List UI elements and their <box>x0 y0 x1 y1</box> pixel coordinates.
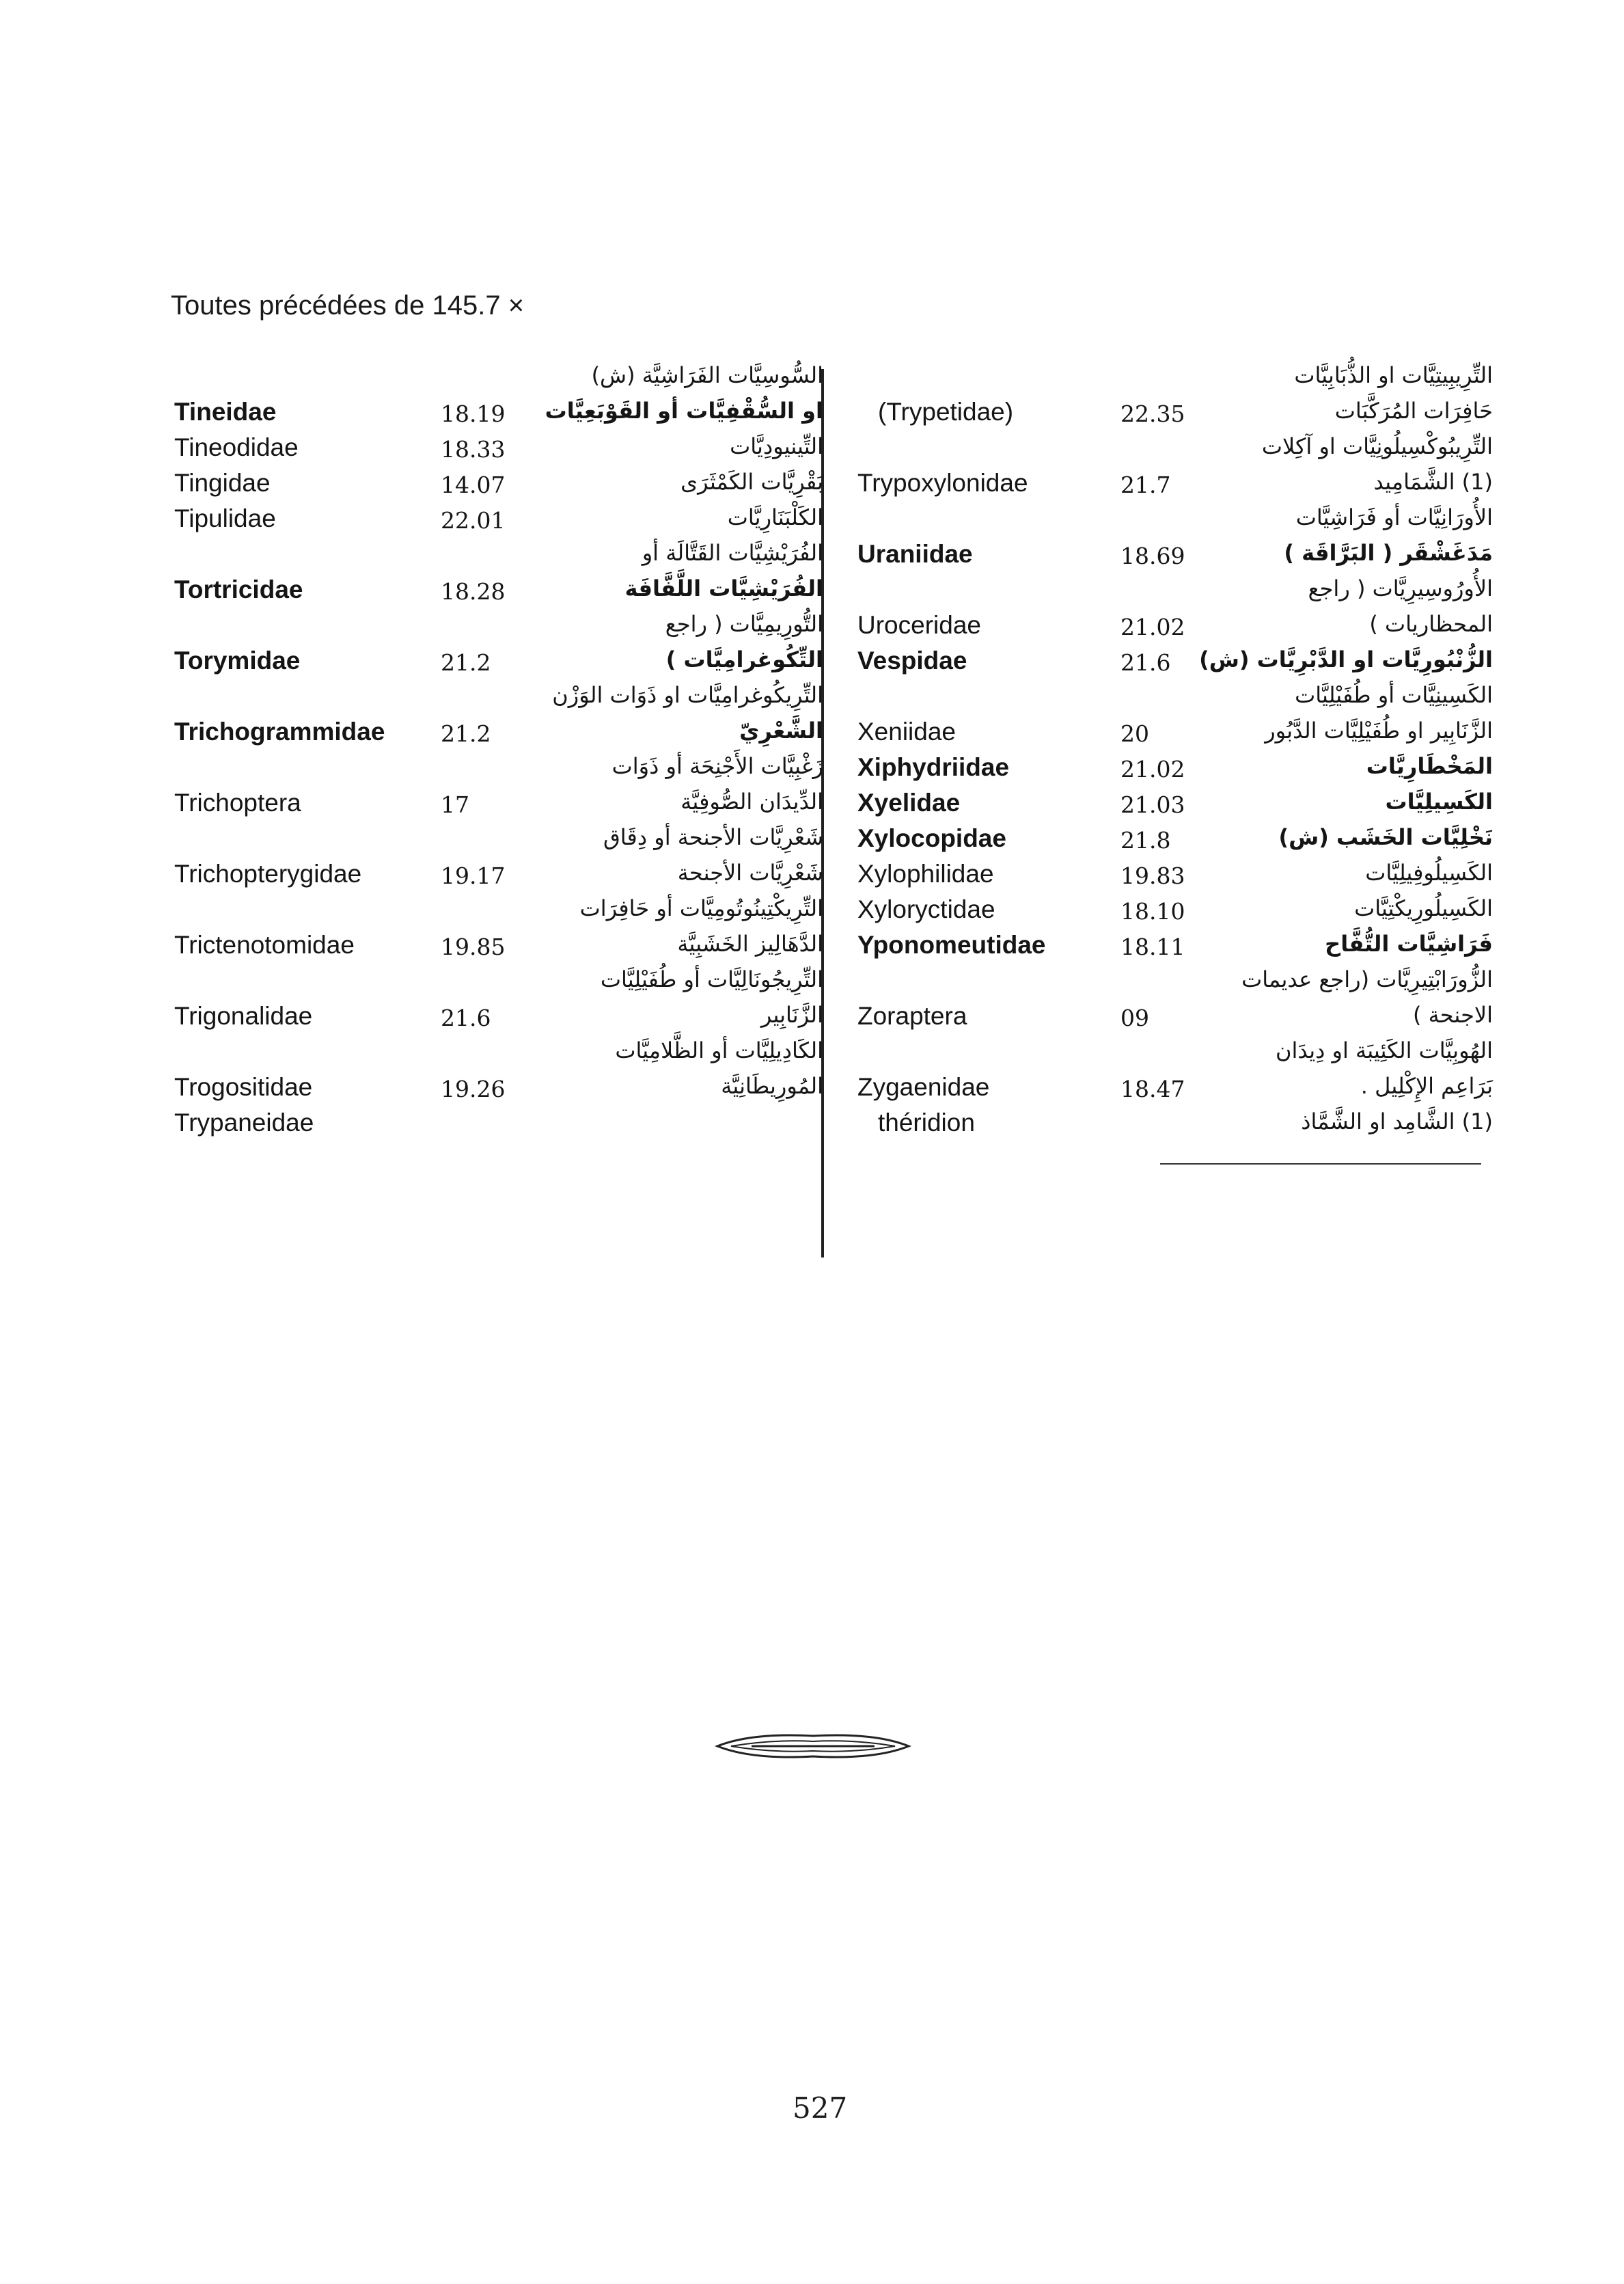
entry-row <box>174 1037 823 1073</box>
entry-row <box>857 753 1493 789</box>
entry-row <box>857 682 1493 718</box>
arabic-term: الدَّهَالِيز الخَشَبِيَّة <box>677 931 823 957</box>
arabic-term: الهُوبِيَّات الكَئِيبَة او دِيدَان <box>1276 1037 1493 1063</box>
arabic-term: الشَّعْرِيّ <box>739 718 823 744</box>
latin-name: Trichoptera <box>174 789 301 817</box>
arabic-term: الأُورَانِيَّات أو فَرَاشِيَّات <box>1295 504 1493 530</box>
entry-row <box>174 647 823 682</box>
entry-row <box>174 433 823 469</box>
latin-name: Trypaneidae <box>174 1109 314 1137</box>
entry-row <box>174 718 823 753</box>
arabic-term: او السُّقْفِيَّات أو القَوْبَعِيَّات <box>545 398 823 424</box>
entry-row <box>174 682 823 718</box>
arabic-term: الزَّنَابِير او طُفَيْلِيَّات الدَّبُور <box>1265 718 1493 744</box>
latin-name: Vespidae <box>857 647 967 675</box>
left-column <box>174 362 823 1144</box>
entry-row <box>174 504 823 540</box>
latin-name: Trichogrammidae <box>174 718 385 746</box>
latin-name: Xyloryctidae <box>857 895 995 923</box>
latin-name: Trogositidae <box>174 1073 313 1101</box>
footnote-rule <box>1160 1163 1481 1165</box>
entry-row <box>174 398 823 433</box>
arabic-term: التِّرِيكْتِينُوتُومِيَّات أو حَافِرَات <box>579 895 823 921</box>
latin-name: Zygaenidae <box>857 1073 990 1101</box>
page-header: Toutes précédées de 145.7 × <box>171 290 525 321</box>
latin-name: Xiphydriidae <box>857 753 1010 781</box>
arabic-term: المحظاريات ) <box>1369 611 1493 637</box>
entry-row <box>174 362 823 398</box>
entry-row <box>857 824 1493 860</box>
latin-name: Tipulidae <box>174 504 276 532</box>
arabic-term: الزُّورَابْتِيرِيَّات (راجع عديمات <box>1241 966 1493 992</box>
entry-row <box>857 1109 1493 1144</box>
latin-name: Tineidae <box>174 398 277 426</box>
entry-row <box>857 895 1493 931</box>
arabic-term: التِّرِيبُوكْسِيلُونِيَّات او آكِلات <box>1261 433 1493 459</box>
entry-row <box>857 575 1493 611</box>
latin-name: Yponomeutidae <box>857 931 1046 959</box>
class-number: 19.83 <box>1120 862 1185 889</box>
entry-row <box>174 469 823 504</box>
entry-row <box>174 540 823 575</box>
arabic-term: المُورِيطَانِيَّة <box>721 1073 823 1099</box>
arabic-term: الكَسِيلُورِيكْتِيَّات <box>1354 895 1493 921</box>
latin-name: Trictenotomidae <box>174 931 355 959</box>
arabic-term: التِّرِيكُوغرامِيَّات او ذَوَات الوَزْن <box>552 682 823 708</box>
arabic-term: السُّوسِيَّات الفَرَاشِيَّة (ش) <box>591 362 823 388</box>
entry-row <box>174 1002 823 1037</box>
class-number: 18.19 <box>441 400 506 427</box>
entry-row <box>857 362 1493 398</box>
entry-row <box>174 611 823 647</box>
latin-name: Xeniidae <box>857 718 956 746</box>
class-number: 19.17 <box>441 862 506 889</box>
arabic-term: بَرَاعِم الإِكْلِيل . <box>1360 1073 1493 1099</box>
latin-name: Uroceridae <box>857 611 981 639</box>
class-number: 21.02 <box>1120 614 1185 640</box>
latin-name: Trypoxylonidae <box>857 469 1028 497</box>
entry-row <box>174 966 823 1002</box>
arabic-term: الفُرَيْشِيَّات اللَّفَّافَة <box>624 575 823 601</box>
arabic-term: الكَسِينِيَّات أو طُفَيْلِيَّات <box>1295 682 1493 708</box>
entry-row <box>174 895 823 931</box>
class-number: 21.02 <box>1120 756 1185 783</box>
class-number: 09 <box>1120 1005 1149 1031</box>
latin-name: (Trypetidae) <box>878 398 1014 426</box>
entry-row <box>857 1002 1493 1037</box>
class-number: 17 <box>441 791 469 818</box>
class-number: 18.33 <box>441 436 506 463</box>
latin-name: théridion <box>878 1109 975 1137</box>
latin-name: Zoraptera <box>857 1002 967 1030</box>
class-number: 18.28 <box>441 578 506 605</box>
ornament-divider <box>711 1722 916 1770</box>
arabic-term: الأُورُوسِيرِيَّات ( راجع <box>1308 575 1493 601</box>
arabic-term: التُّورِيمِيَّات ( راجع <box>665 611 823 637</box>
arabic-term: حَافِرَات المُرَكَّبَات <box>1334 398 1493 424</box>
class-number: 21.6 <box>441 1005 491 1031</box>
arabic-term: الكَسِيلِيَّات <box>1385 789 1493 815</box>
latin-name: Tineodidae <box>174 433 299 461</box>
arabic-term: بَقْرِيَّات الكَمْثَرَى <box>680 469 823 495</box>
arabic-term: التِّرِيجُونَالِيَّات أو طُفَيْلِيَّات <box>600 966 823 992</box>
class-number: 18.69 <box>1120 543 1185 569</box>
arabic-term: الاجنحة ) <box>1412 1002 1493 1028</box>
class-number: 22.01 <box>441 507 506 534</box>
arabic-term: زَغْبِيَّات الأَجْنِحَة أو ذَوَات <box>611 753 823 779</box>
arabic-term: شَعْرِيَّات الأجنحة <box>677 860 823 886</box>
entry-row <box>174 789 823 824</box>
arabic-term: الزُّنْبُورِيَّات او الدَّبْرِيَّات (ش) <box>1199 647 1493 672</box>
class-number: 20 <box>1120 720 1149 747</box>
arabic-term: الكَسِيلُوفِيلِيَّات <box>1365 860 1493 886</box>
class-number: 21.2 <box>441 649 491 676</box>
arabic-term: شَعْرِيَّات الأجنحة أو دِقَاق <box>603 824 823 850</box>
arabic-term: التِّينيودِيَّات <box>730 433 823 459</box>
entry-row <box>174 753 823 789</box>
class-number: 21.7 <box>1120 472 1171 498</box>
arabic-term: المَخْطَارِيَّات <box>1366 753 1493 779</box>
arabic-term: الكَادِيلِيَّات أو الظَّلامِيَّات <box>615 1037 823 1063</box>
class-number: 19.85 <box>441 934 506 960</box>
arabic-term: الزَّنَابِير <box>760 1002 823 1028</box>
class-number: 22.35 <box>1120 400 1185 427</box>
class-number: 18.11 <box>1120 934 1185 960</box>
class-number: 21.03 <box>1120 791 1185 818</box>
entry-row <box>857 860 1493 895</box>
entry-row <box>174 824 823 860</box>
arabic-term: (1) الشَّمَامِيد <box>1373 469 1493 495</box>
arabic-term: مَدَغَشْقَر ( البَرَّاقَة ) <box>1284 540 1493 566</box>
entry-row <box>174 931 823 966</box>
arabic-term: التِّرِيبِيتِيَّات او الذُّبَابِيَّات <box>1294 362 1493 388</box>
arabic-term: الدِّيدَان الصُّوفِيَّة <box>680 789 823 815</box>
latin-name: Xylocopidae <box>857 824 1006 852</box>
entry-row <box>857 1073 1493 1109</box>
entry-row <box>174 860 823 895</box>
class-number: 19.26 <box>441 1076 506 1102</box>
right-column <box>857 362 1493 1144</box>
class-number: 21.8 <box>1120 827 1171 854</box>
entry-row <box>857 718 1493 753</box>
arabic-term: نَخْلِيَّات الخَشَب (ش) <box>1278 824 1493 850</box>
latin-name: Xyelidae <box>857 789 961 817</box>
latin-name: Uraniidae <box>857 540 973 568</box>
class-number: 18.10 <box>1120 898 1185 925</box>
latin-name: Trichopterygidae <box>174 860 362 888</box>
entry-row <box>174 1073 823 1109</box>
arabic-term: التِّكُوغرامِيَّات ) <box>665 647 823 672</box>
entry-row <box>857 398 1493 433</box>
entry-row <box>857 504 1493 540</box>
entry-row <box>857 647 1493 682</box>
entry-row <box>174 575 823 611</box>
class-number: 21.2 <box>441 720 491 747</box>
class-number: 18.47 <box>1120 1076 1185 1102</box>
arabic-term: الفُرَيْشِيَّات القَتَّالَة أو <box>642 540 823 566</box>
arabic-term: فَرَاشِيَّات التُّفَّاح <box>1325 931 1493 957</box>
entry-row <box>857 966 1493 1002</box>
class-number: 21.6 <box>1120 649 1171 676</box>
class-number: 14.07 <box>441 472 506 498</box>
entry-row <box>857 931 1493 966</box>
entry-row <box>857 1037 1493 1073</box>
latin-name: Trigonalidae <box>174 1002 313 1030</box>
entry-row <box>174 1109 823 1144</box>
latin-name: Tortricidae <box>174 575 303 603</box>
arabic-term: الكَلْبَنَارِيَّات <box>727 504 823 530</box>
entry-row <box>857 433 1493 469</box>
latin-name: Xylophilidae <box>857 860 994 888</box>
latin-name: Tingidae <box>174 469 271 497</box>
entry-row <box>857 789 1493 824</box>
latin-name: Torymidae <box>174 647 301 675</box>
arabic-term: (1) الشَّامِد او الشَّمَّاذ <box>1301 1109 1493 1134</box>
entry-row <box>857 611 1493 647</box>
page-number: 527 <box>793 2091 848 2125</box>
entry-row <box>857 540 1493 575</box>
entry-row <box>857 469 1493 504</box>
